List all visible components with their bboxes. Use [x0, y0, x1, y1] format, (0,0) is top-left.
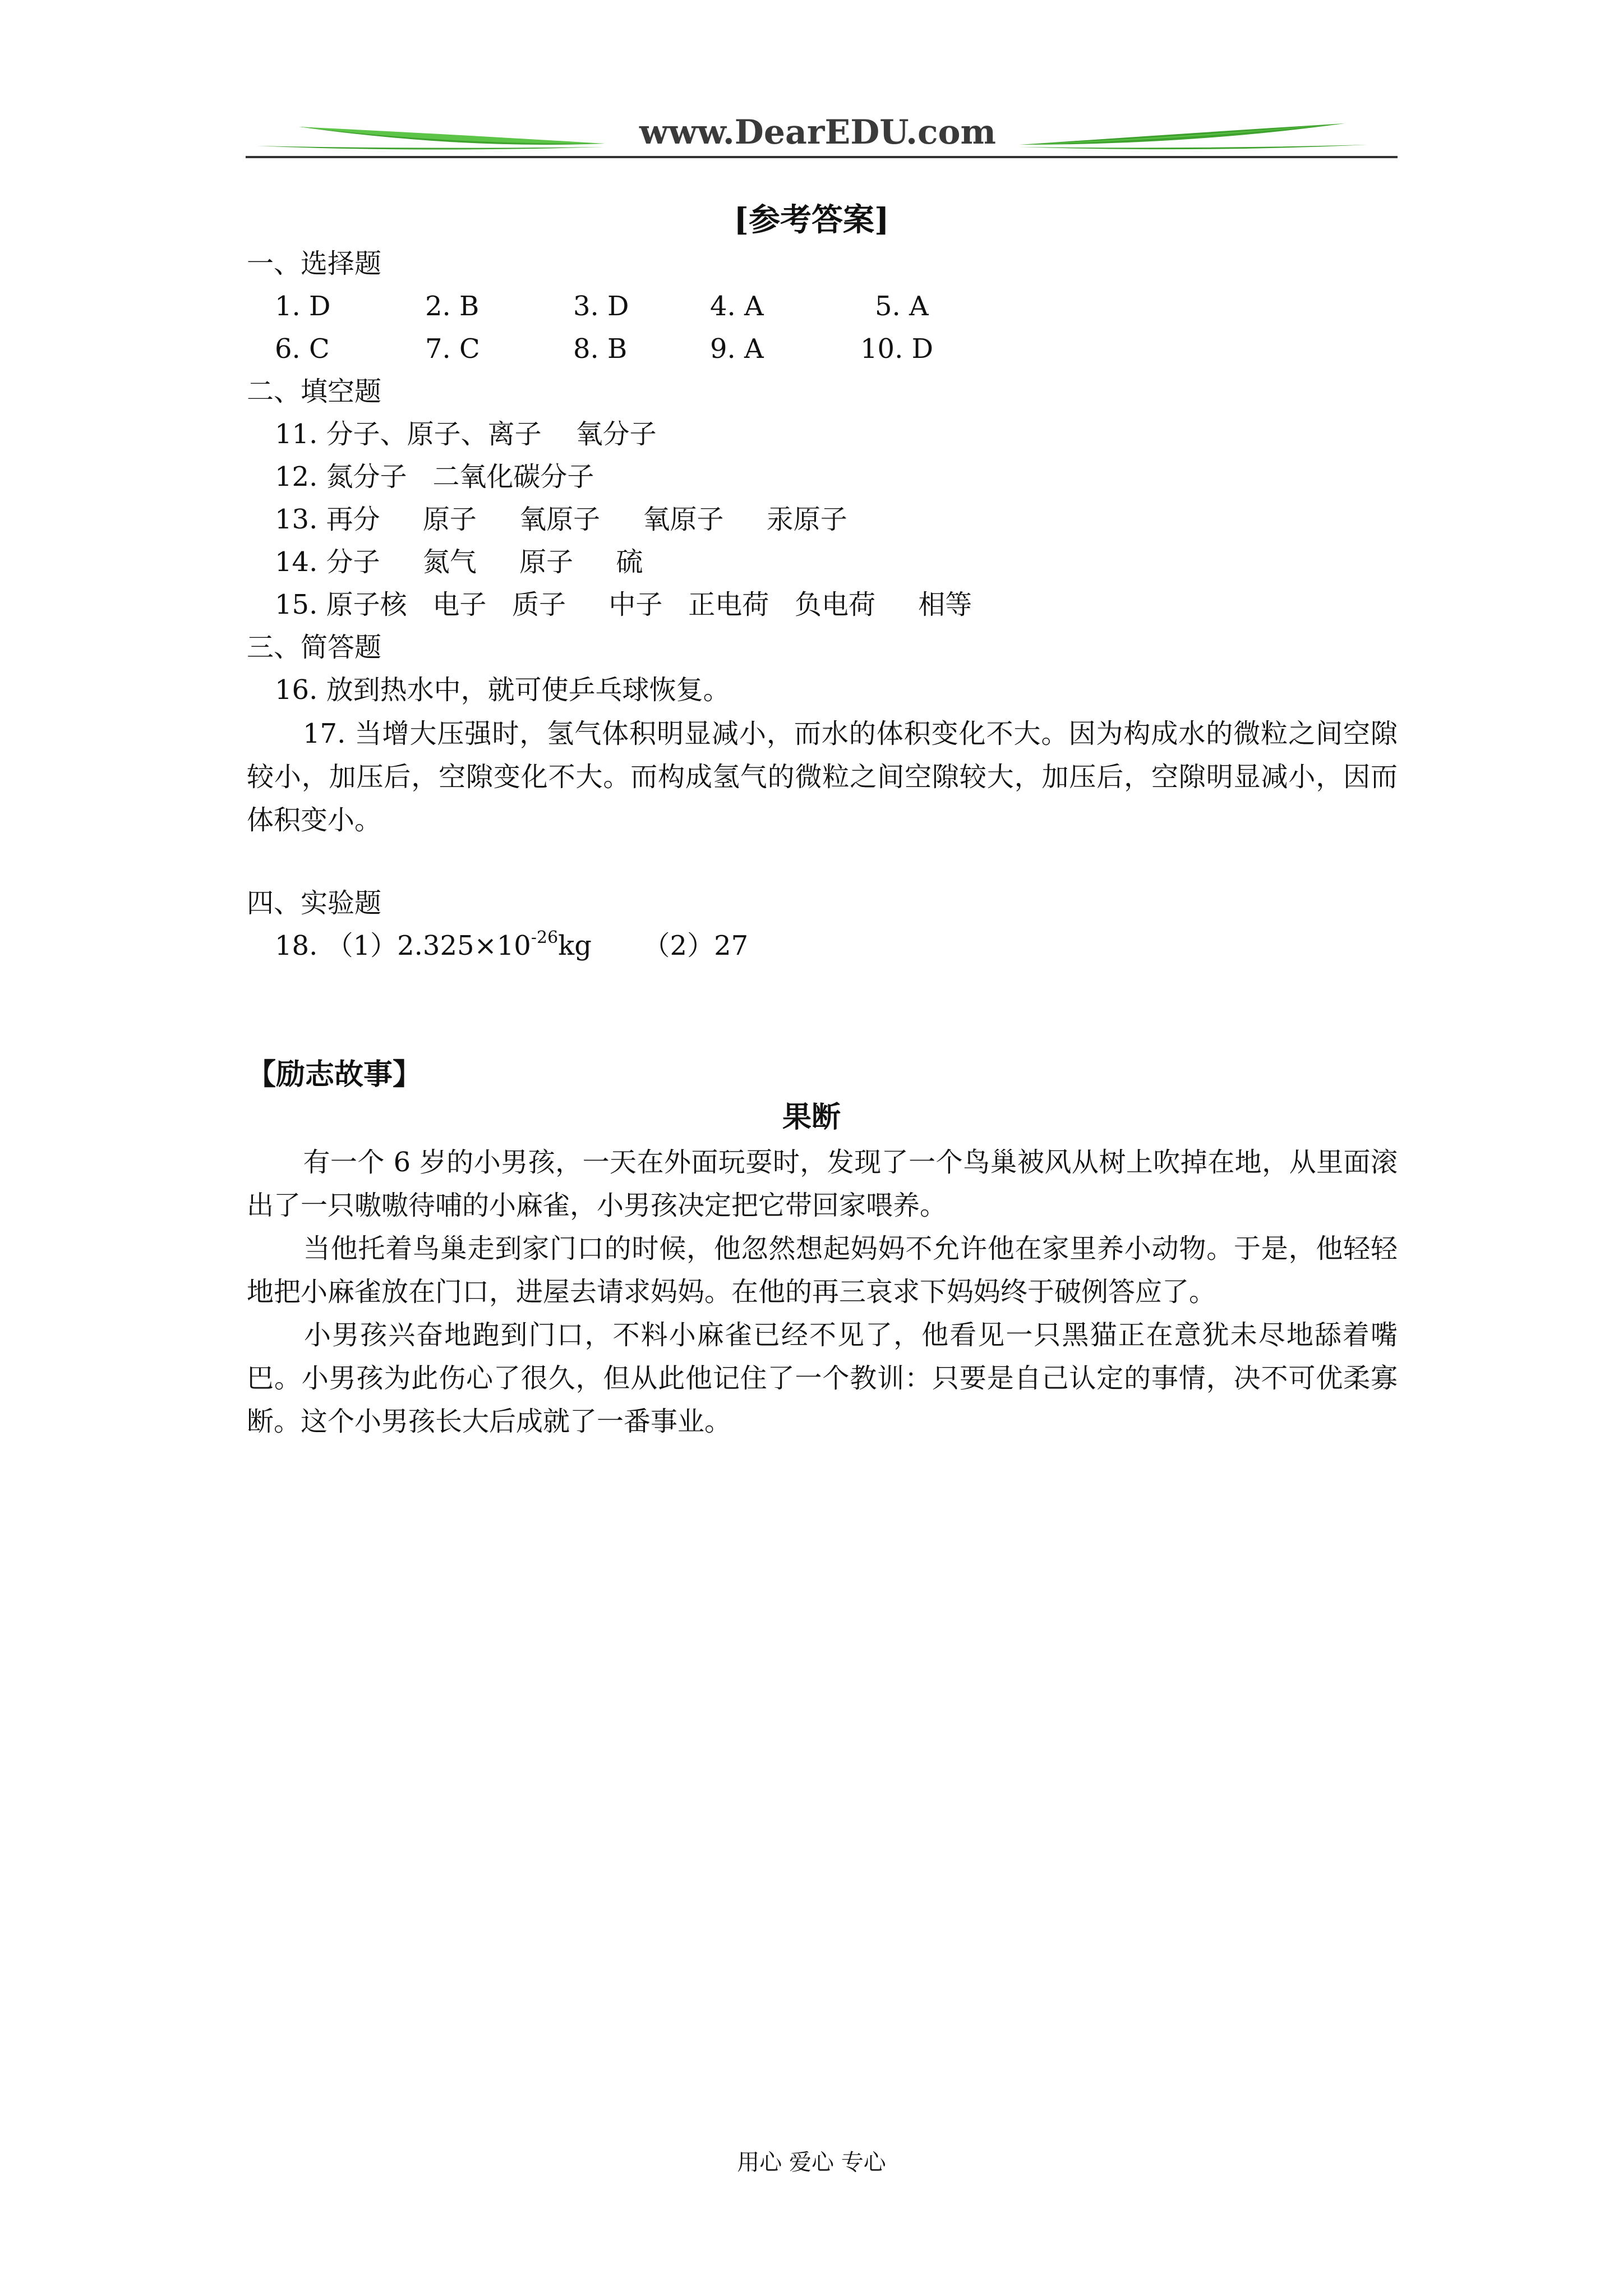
answer-line: 13. 再分 原子 氧原子 氧原子 汞原子: [275, 504, 847, 535]
answer-18: [275, 929, 748, 963]
answer-line: 14. 分子 氮气 原子 硫: [275, 546, 643, 578]
answer-item: 2. B: [425, 291, 479, 322]
story-paragraph-text: 小男孩兴奋地跑到门口，不料小麻雀已经不见了，他看见一只黑猫正在意犹未尽地舔着嘴巴。小男孩为此伤心了很久，但从此他记住了一个教训：只要是自己认定的事情，决不可优柔寡断。这个小男孩长大后成就了一番事业。: [247, 1319, 1398, 1437]
answer-line: 12. 氮分子 二氧化碳分子: [275, 461, 594, 493]
answer-line: 11. 分子、原子、离子 氧分子: [275, 418, 657, 450]
answer-item: 8. B: [573, 333, 628, 365]
answer-item: 9. A: [710, 333, 764, 365]
header-banner: [246, 110, 1398, 159]
story-paragraph-text: 有一个 6 岁的小男孩，一天在外面玩耍时，发现了一个鸟巢被风从树上吹掉在地，从里面滚出了一只嗷嗷待哺的小麻雀，小男孩决定把它带回家喂养。: [247, 1147, 1398, 1221]
answer-17-text: 17. 当增大压强时，氢气体积明显减小，而水的体积变化不大。因为构成水的微粒之间空隙较小，加压后，空隙变化不大。而构成氢气的微粒之间空隙较大，加压后，空隙明显减小，因而体积变小。: [247, 718, 1398, 836]
story-heading: 【励志故事】: [247, 1057, 422, 1092]
story-paragraph-text: 当他托着鸟巢走到家门口的时候，他忽然想起妈妈不允许他在家里养小动物。于是，他轻轻地把小麻雀放在门口，进屋去请求妈妈。在他的再三哀求下妈妈终于破例答应了。: [247, 1233, 1398, 1308]
story-paragraph: [247, 1314, 1398, 1443]
section2-heading: 二、填空题: [247, 376, 382, 407]
answer-18-exponent: -26: [531, 928, 559, 947]
answer-row-2: [275, 332, 1060, 366]
answer-item: 10. D: [860, 333, 934, 365]
story-title: 果断: [782, 1100, 841, 1134]
answer-18-suffix: kg （2）27: [558, 930, 749, 961]
logo-text: www.DearEDU.com: [639, 113, 996, 152]
answer-16: 16. 放到热水中，就可使乒乓球恢复。: [275, 674, 730, 706]
answer-item: 3. D: [573, 291, 629, 322]
section1-heading: 一、选择题: [247, 248, 382, 279]
header-rule: [246, 156, 1398, 158]
story-paragraph: [247, 1227, 1398, 1314]
page-footer: 用心 爱心 专心: [737, 2150, 886, 2175]
page-title: [参考答案]: [734, 201, 889, 238]
story-paragraph: [247, 1141, 1398, 1227]
answer-item: 1. D: [275, 291, 331, 322]
answer-item: 4. A: [710, 291, 764, 322]
answer-18-prefix: 18. （1）2.325×10: [275, 930, 531, 961]
answer-item: 6. C: [275, 333, 330, 365]
section4-heading: 四、实验题: [247, 887, 382, 919]
section3-heading: 三、简答题: [247, 632, 382, 663]
answer-item: 7. C: [425, 333, 480, 365]
answer-17: [247, 712, 1398, 842]
answer-item: 5. A: [875, 291, 929, 322]
answer-row-1: [275, 289, 1060, 323]
answer-line: 15. 原子核 电子 质子 中子 正电荷 负电荷 相等: [275, 589, 972, 620]
